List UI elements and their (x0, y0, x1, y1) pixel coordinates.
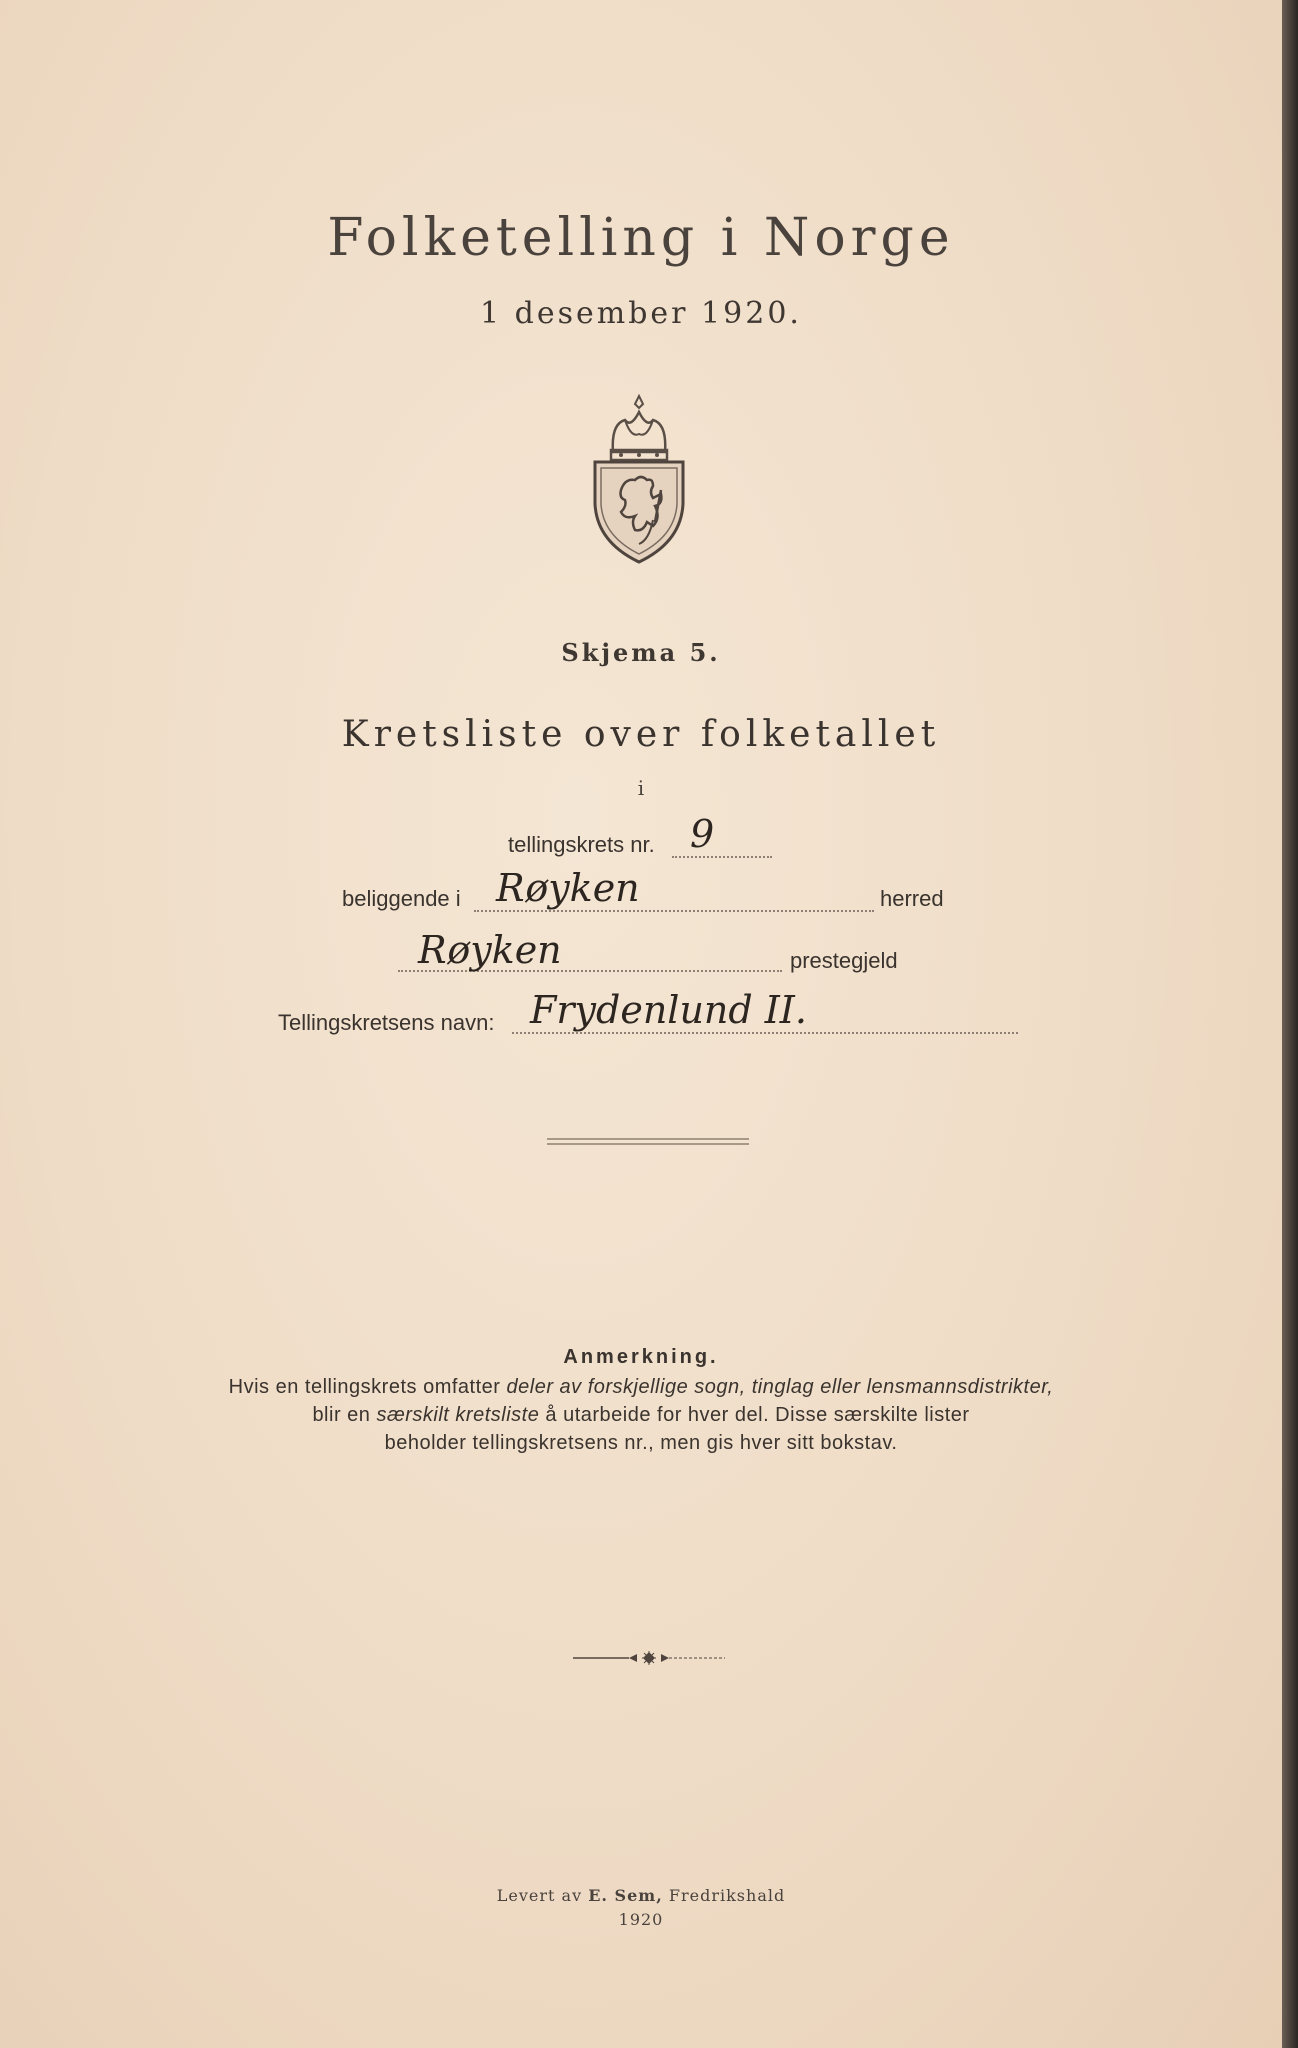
district-name-line (512, 1032, 1018, 1034)
note-line-2-text-b: å utarbeide for hver del. Disse særskilte lister (539, 1404, 970, 1426)
page-edge (1282, 0, 1298, 2048)
located-label: beliggende i (342, 886, 461, 911)
note-line-3: beholder tellingskretsens nr., men gis hver sitt bokstav. (384, 1432, 898, 1454)
note-line-2-emphasis: særskilt kretsliste (376, 1404, 540, 1426)
ornament-divider-icon (571, 1650, 727, 1666)
district-number-line (672, 856, 772, 858)
note-line-1-text: Hvis en tellingskrets omfatter (228, 1376, 507, 1398)
section-divider-top (547, 1138, 749, 1140)
section-divider-bottom (547, 1143, 749, 1145)
page-title: Folketelling i Norge (327, 208, 955, 268)
note-line-1 (0, 1376, 1282, 1399)
note-line-2 (0, 1404, 1282, 1427)
located-line (474, 910, 874, 912)
district-number-value: 9 (690, 812, 715, 856)
district-name-value: Frydenlund II. (530, 988, 807, 1032)
note-line-2-text-a: blir en (312, 1404, 377, 1426)
printer-year: 1920 (618, 1910, 664, 1929)
connector-word: i (637, 776, 645, 800)
printer-place: Fredrikshald (662, 1886, 786, 1905)
located-value: Røyken (496, 866, 640, 910)
note-heading: Anmerkning. (563, 1346, 719, 1368)
printer-name: E. Sem, (588, 1886, 663, 1905)
parish-label: prestegjeld (790, 948, 898, 973)
form-subtitle: Kretsliste over folketallet (341, 714, 941, 755)
schema-number: Skjema 5. (561, 638, 721, 667)
printer-prefix: Levert av (496, 1886, 589, 1905)
note-line-1-emphasis: deler av forskjellige sogn, tinglag eller lensmannsdistrikter, (506, 1376, 1054, 1398)
norwegian-coat-of-arms-icon (591, 394, 687, 566)
printer-line (0, 1886, 1282, 1905)
district-name-label: Tellingskretsens navn: (278, 1010, 495, 1035)
district-number-label: tellingskrets nr. (508, 832, 655, 857)
census-date: 1 desember 1920. (480, 296, 802, 331)
parish-value: Røyken (418, 928, 562, 972)
herred-label: herred (880, 886, 944, 911)
